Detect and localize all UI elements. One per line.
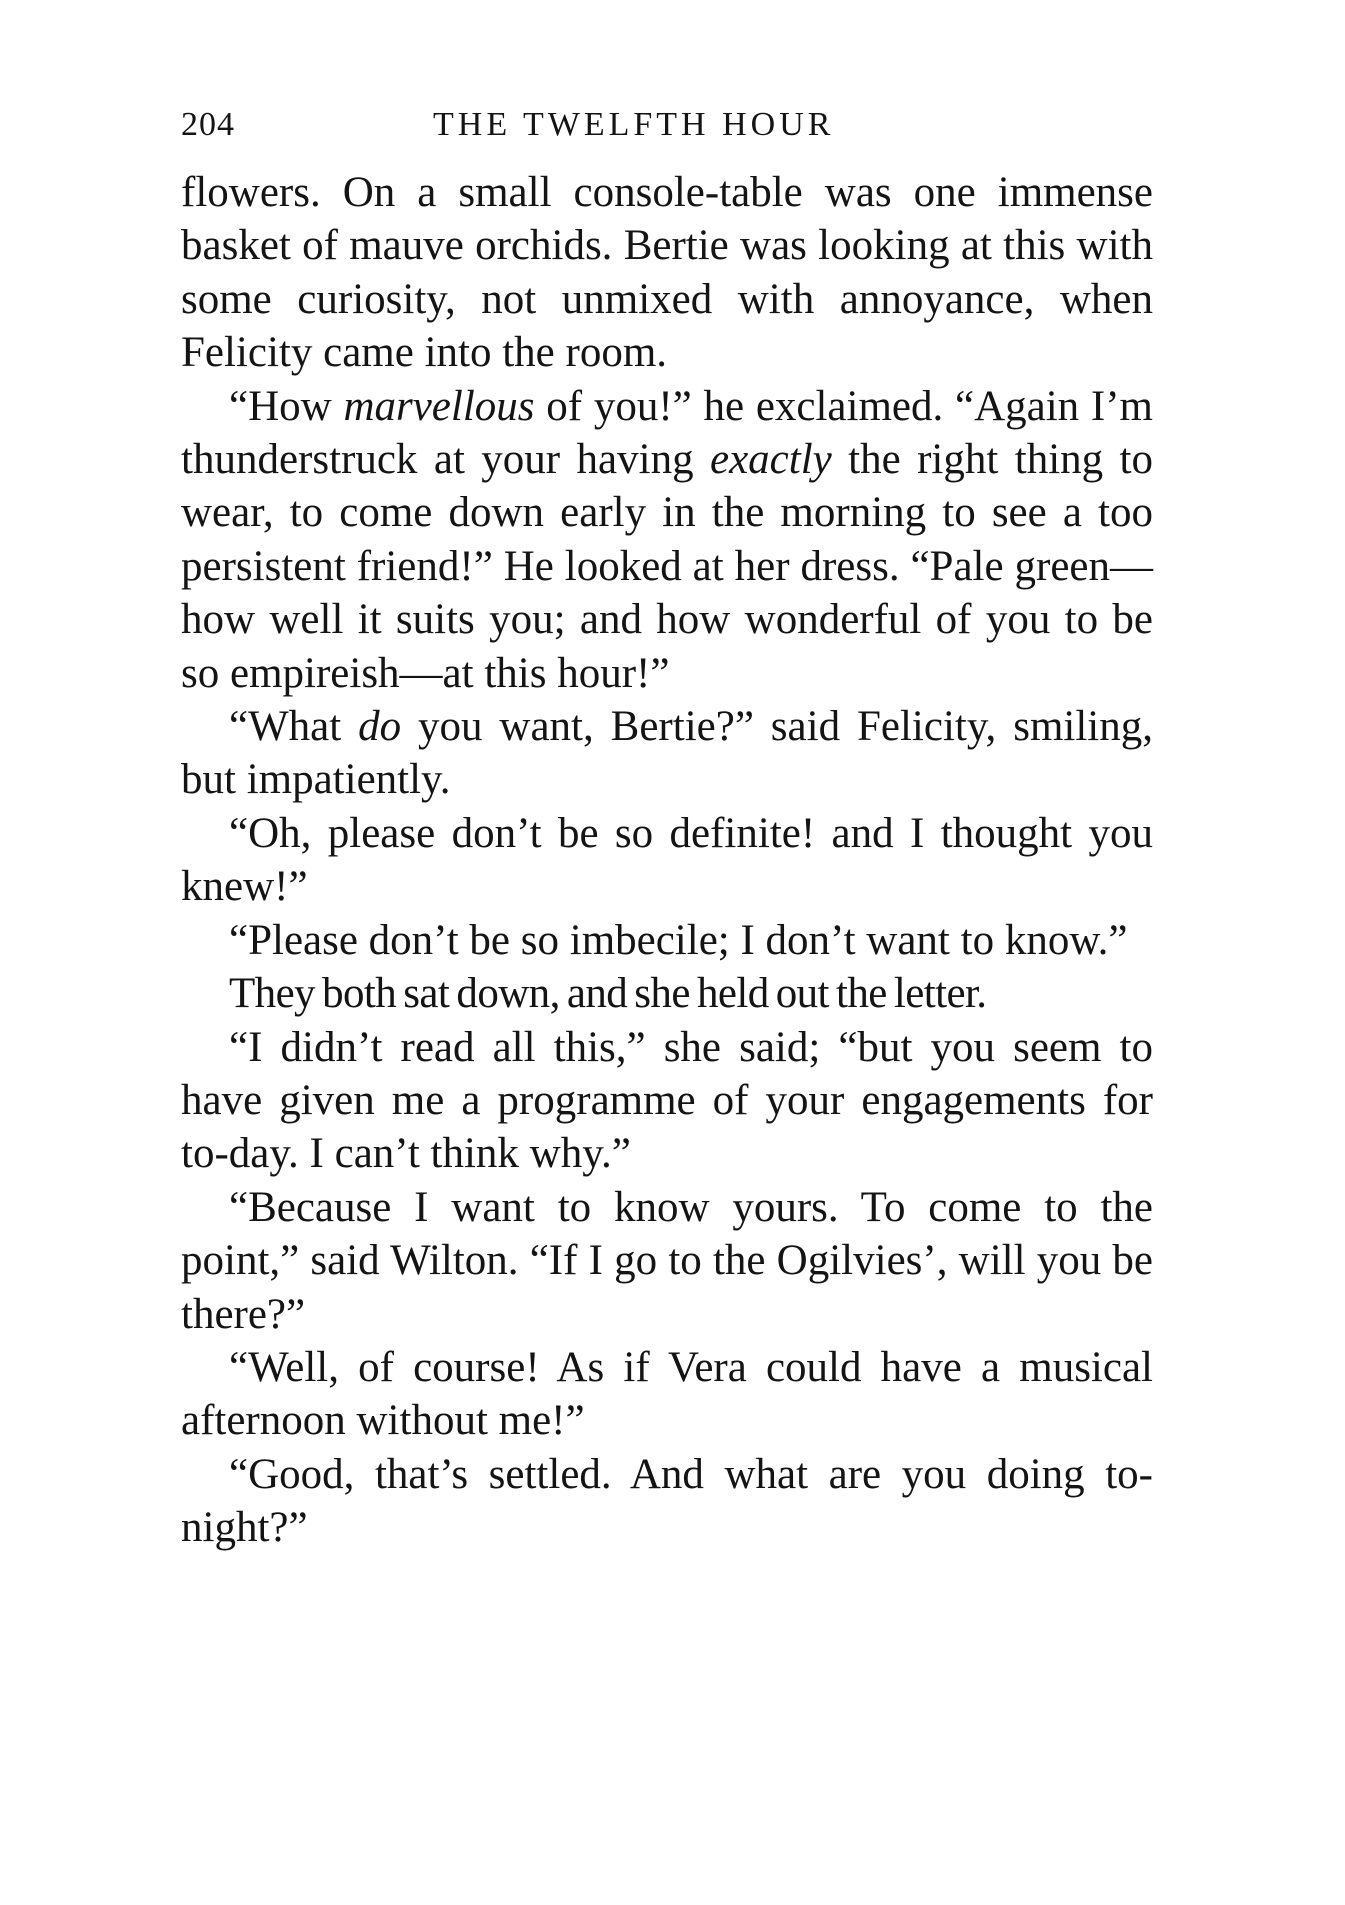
paragraph <box>181 1341 1153 1448</box>
text-run: “Good, that’s settled. And what are you doing to-night?” <box>181 1450 1153 1552</box>
running-title: THE TWELFTH HOUR <box>433 106 835 143</box>
text-run: of you!” he exclaimed. “Again I’m thunderstruck at your having <box>181 382 1153 484</box>
text-run: “What <box>229 703 359 751</box>
text-run: “How <box>229 382 344 430</box>
paragraph <box>181 807 1153 914</box>
paragraph <box>181 166 1153 380</box>
text-run: “Because I want to know yours. To come to the point,” said Wilton. “If I go to the Ogilvies’, will you be there?” <box>181 1183 1153 1338</box>
paragraph <box>181 700 1153 807</box>
paragraph <box>181 380 1153 700</box>
paragraph <box>181 1021 1153 1181</box>
text-run: “Oh, please don’t be so definite! and I thought you knew!” <box>181 809 1153 911</box>
running-head <box>181 106 1153 156</box>
paragraph <box>181 967 1153 1020</box>
text-run: “I didn’t read all this,” she said; “but you seem to have given me a programme of your engagements for to-day. I can’t think why.” <box>181 1023 1153 1178</box>
text-run: flowers. On a small console-table was one immense basket of mauve orchids. Bertie was looking at this with some curiosity, not unmixed with annoyance, when Felicity came into the room. <box>181 169 1153 377</box>
italic-text: do <box>358 703 402 751</box>
text-run: “Please don’t be so imbecile; I don’t want to know.” <box>229 916 1128 964</box>
paragraph <box>181 914 1153 967</box>
body-text <box>181 166 1153 1555</box>
italic-text: exactly <box>710 436 832 484</box>
paragraph <box>181 1448 1153 1555</box>
text-run: the right thing to wear, to come down early in the morning to see a too persistent friend!” He looked at her dress. “Pale green—how well it suits you; and how wonderful of you to be so empireish—at this hour!” <box>181 436 1153 697</box>
paragraph <box>181 1181 1153 1341</box>
text-run: “Well, of course! As if Vera could have a musical afternoon without me!” <box>181 1343 1153 1445</box>
text-run: you want, Bertie?” said Felicity, smiling, but impatiently. <box>181 703 1153 804</box>
italic-text: marvellous <box>343 382 535 430</box>
page-number: 204 <box>181 106 235 143</box>
text-run: They both sat down, and she held out the letter. <box>229 970 987 1018</box>
